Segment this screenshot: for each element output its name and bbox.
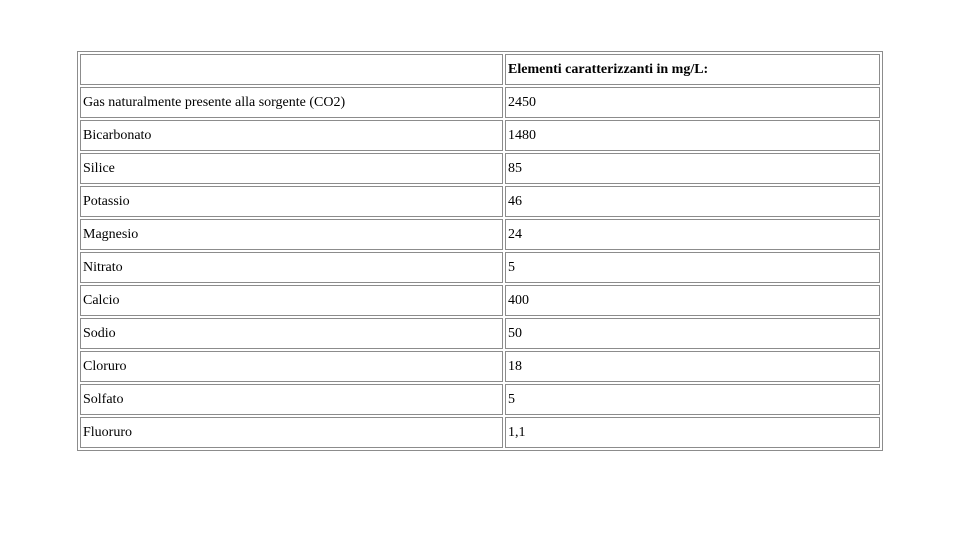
element-value: 24 bbox=[505, 219, 880, 250]
element-name: Magnesio bbox=[80, 219, 503, 250]
element-value: 400 bbox=[505, 285, 880, 316]
table-row bbox=[80, 219, 880, 250]
element-value: 1,1 bbox=[505, 417, 880, 448]
element-value: 18 bbox=[505, 351, 880, 382]
element-value: 2450 bbox=[505, 87, 880, 118]
element-name: Bicarbonato bbox=[80, 120, 503, 151]
table-row bbox=[80, 252, 880, 283]
table-row bbox=[80, 87, 880, 118]
table-row bbox=[80, 153, 880, 184]
element-value: 85 bbox=[505, 153, 880, 184]
element-name: Gas naturalmente presente alla sorgente (CO2) bbox=[80, 87, 503, 118]
table-row bbox=[80, 120, 880, 151]
table-row bbox=[80, 285, 880, 316]
element-name: Potassio bbox=[80, 186, 503, 217]
element-name: Nitrato bbox=[80, 252, 503, 283]
element-name: Sodio bbox=[80, 318, 503, 349]
element-value: 46 bbox=[505, 186, 880, 217]
element-name: Fluoruro bbox=[80, 417, 503, 448]
element-value: 1480 bbox=[505, 120, 880, 151]
element-value: 50 bbox=[505, 318, 880, 349]
table-row bbox=[80, 351, 880, 382]
element-value: 5 bbox=[505, 384, 880, 415]
element-value: 5 bbox=[505, 252, 880, 283]
element-name: Silice bbox=[80, 153, 503, 184]
table-row bbox=[80, 384, 880, 415]
mineral-composition-table bbox=[77, 51, 883, 451]
header-cell-value: Elementi caratterizzanti in mg/L: bbox=[505, 54, 880, 85]
header-cell-empty bbox=[80, 54, 503, 85]
table-row bbox=[80, 417, 880, 448]
table-row bbox=[80, 318, 880, 349]
table-row bbox=[80, 186, 880, 217]
element-name: Cloruro bbox=[80, 351, 503, 382]
element-name: Solfato bbox=[80, 384, 503, 415]
table-header-row bbox=[80, 54, 880, 85]
element-name: Calcio bbox=[80, 285, 503, 316]
